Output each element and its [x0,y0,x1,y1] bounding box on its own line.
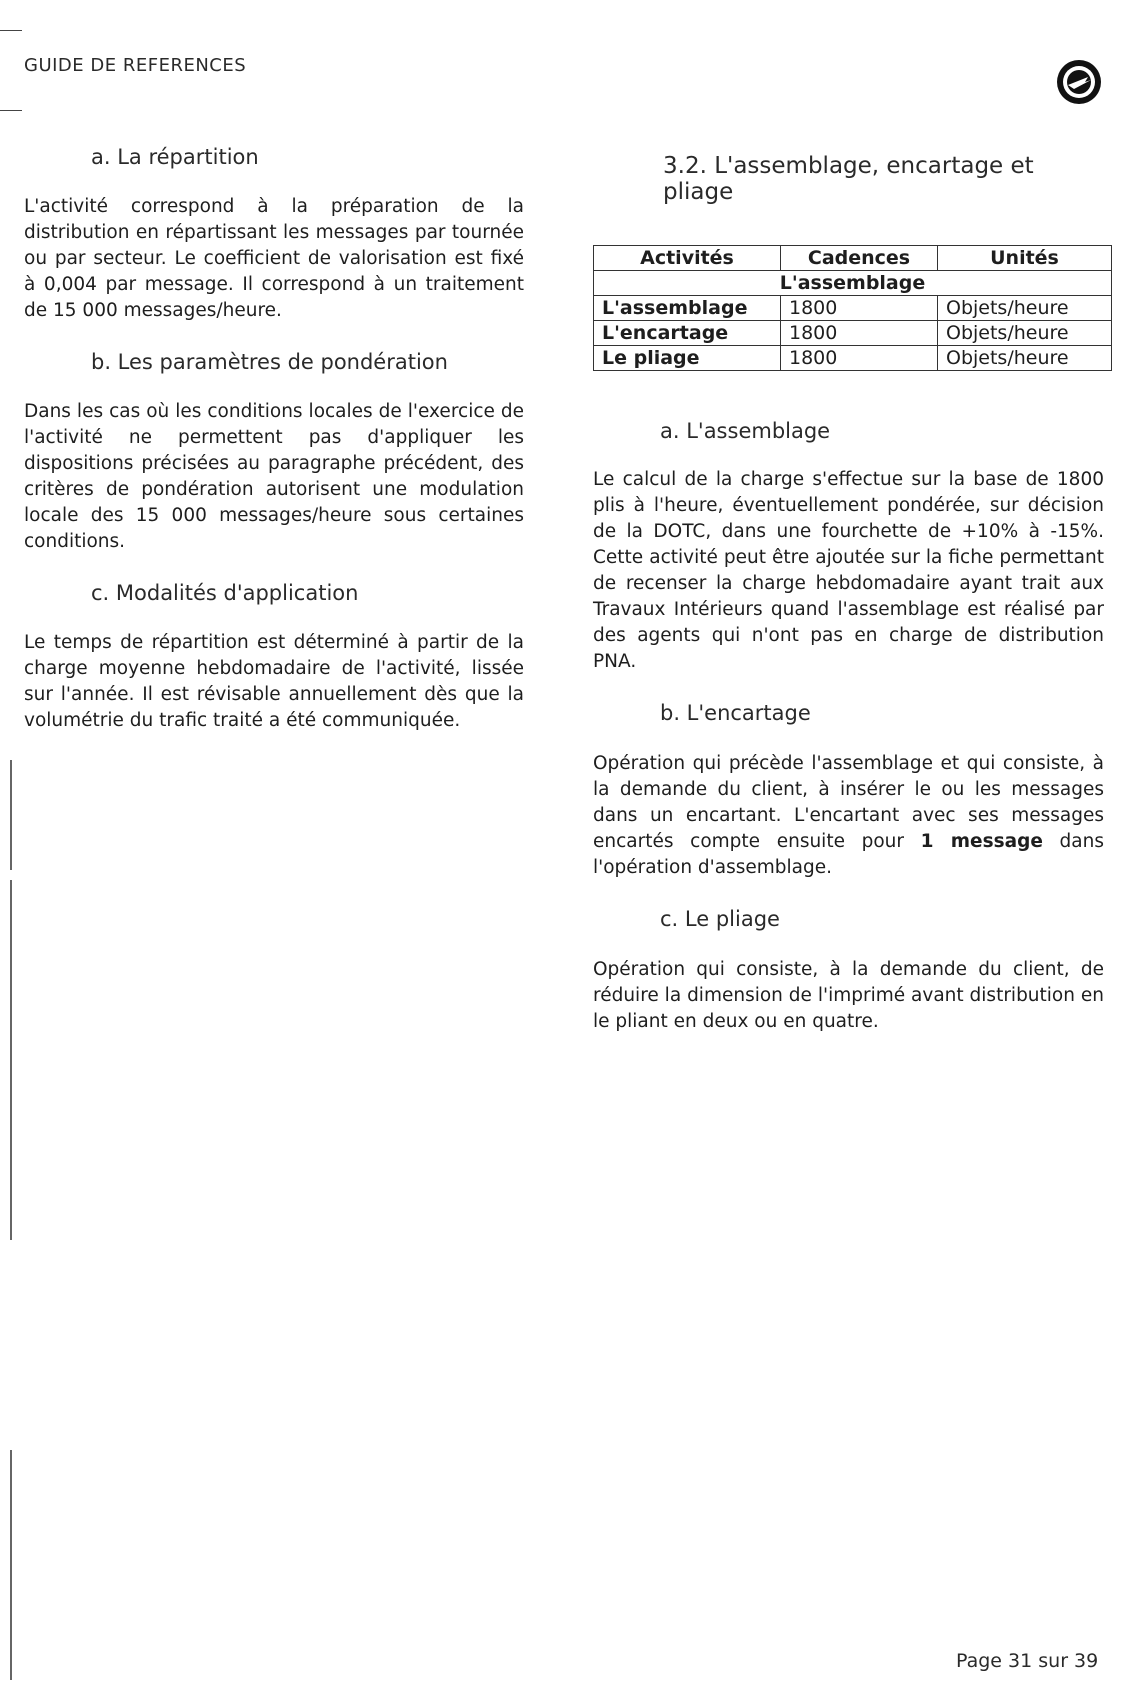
margin-tick [0,30,22,31]
scan-artifact [10,1450,12,1680]
table-cell: 1800 [781,296,938,321]
table-cell: L'assemblage [594,296,781,321]
paragraph-repartition: L'activité correspond à la préparation de la distribution en répartissant les messages par tournée ou par secteur. Le coefficient de valorisation est fixé à 0,004 par message. Il correspond à un traitement de 15 000 messages/heure. [24,196,524,321]
subheading-ponderation: b. Les paramètres de pondération [91,350,448,374]
scan-artifact [10,880,12,1240]
paragraph-assemblage: Le calcul de la charge s'effectue sur la base de 1800 plis à l'heure, éventuellement pondérée, sur décision de la DOTC, dans une fourchette de +10% à -15%. Cette activité peut être ajoutée sur la fiche permettant de recenser la charge hebdomadaire ayant trait aux Travaux Intérieurs quand l'assemblage est réalisé par des agents qui n'ont pas en charge de distribution PNA. [593,469,1104,672]
subheading-encartage: b. L'encartage [660,701,811,725]
table-cell: Le pliage [594,346,781,371]
header-title: GUIDE DE REFERENCES [24,55,247,76]
subheading-modalites: c. Modalités d'application [91,581,359,605]
table-row [594,296,1112,321]
margin-tick [0,110,22,111]
left-column [24,145,524,734]
scan-artifact [10,760,12,870]
column-header: Activités [594,246,781,271]
paragraph-encartage [593,751,1104,881]
section-title: 3.2. L'assemblage, encartage et pliage [663,153,1034,205]
la-poste-logo-icon [1055,58,1103,106]
subheading-pliage: c. Le pliage [660,907,780,931]
table-header-row [594,246,1112,271]
table-cell: Objets/heure [938,296,1112,321]
bold-emphasis: 1 message [920,831,1043,852]
paragraph-ponderation: Dans les cas où les conditions locales de l'exercice de l'activité ne permettent pas d'appliquer les dispositions précisées au paragraphe précédent, des critères de pondération autorisent une modulation locale des 15 000 messages/heure sous certaines conditions. [24,401,524,552]
column-header: Unités [938,246,1112,271]
table-cell: Objets/heure [938,346,1112,371]
table-group-row [594,271,1112,296]
table-group-label: L'assemblage [594,271,1112,296]
column-header: Cadences [781,246,938,271]
subheading-assemblage: a. L'assemblage [660,419,831,443]
subheading-repartition: a. La répartition [91,145,259,169]
table-row [594,346,1112,371]
paragraph-text: Opération qui précède l'assemblage et qui consiste, à la demande du client, à insérer le ou les messages dans un encartant. L'encartant avec ses messages encartés compte ensuite pour [593,753,1104,852]
table-cell: 1800 [781,321,938,346]
table-cell: 1800 [781,346,938,371]
paragraph-text: dans l'opération d'assemblage. [593,831,1104,878]
table-cell: Objets/heure [938,321,1112,346]
paragraph-pliage: Opération qui consiste, à la demande du client, de réduire la dimension de l'imprimé avant distribution en le pliant en deux ou en quatre. [593,959,1104,1032]
table-cell: L'encartage [594,321,781,346]
paragraph-modalites: Le temps de répartition est déterminé à partir de la charge moyenne hebdomadaire de l'activité, lissée sur l'année. Il est révisable annuellement dès que la volumétrie du trafic traité a été communiquée. [24,632,524,731]
right-column [593,145,1104,1035]
table-row [594,321,1112,346]
cadences-table [593,245,1112,371]
page-number: Page 31 sur 39 [956,1650,1099,1672]
